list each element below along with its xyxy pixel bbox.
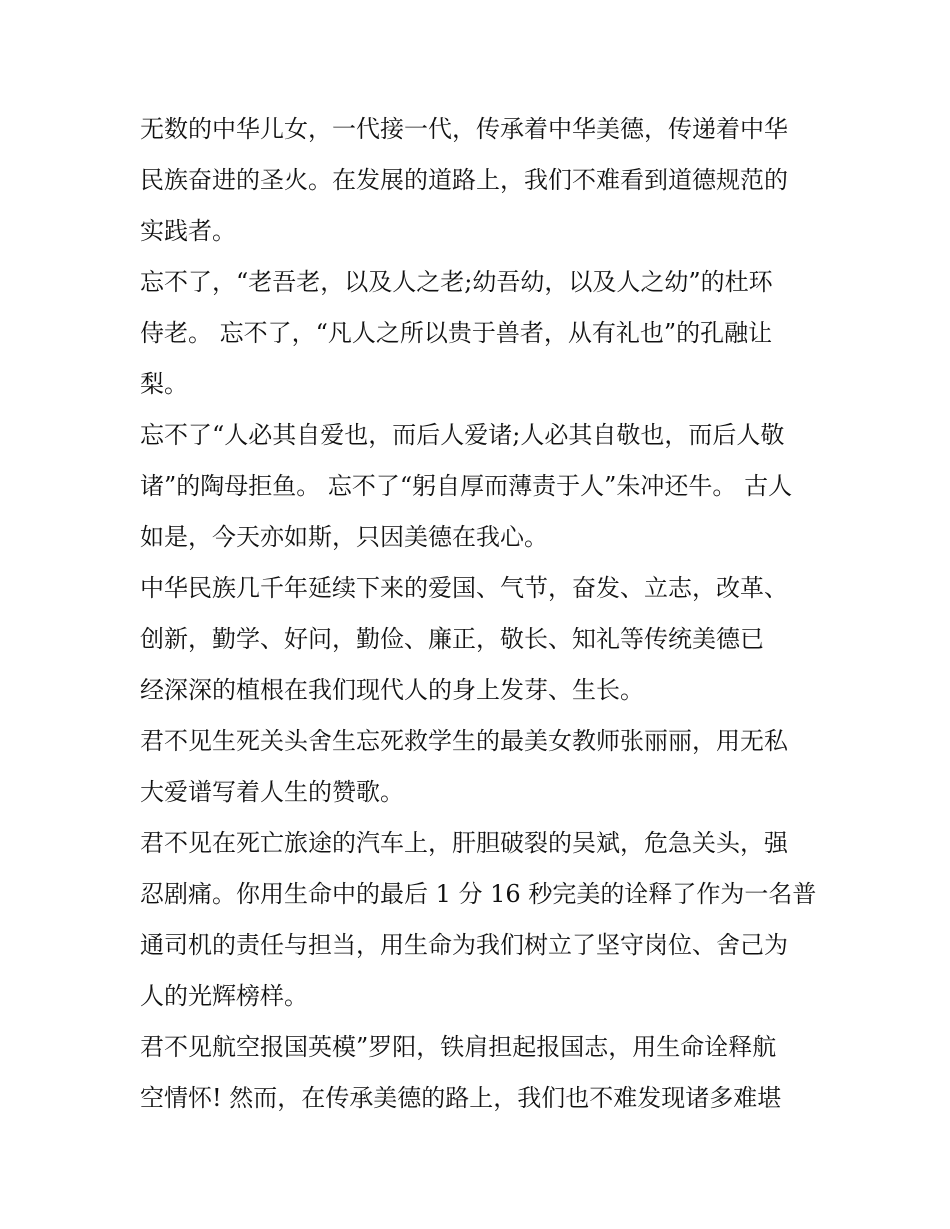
- body-text: [140, 104, 820, 1124]
- text-line: 君不见生死关头舍生忘死救学生的最美女教师张丽丽，用无私: [140, 727, 788, 755]
- paragraph: [140, 104, 820, 257]
- text-line: 人的光辉榜样。: [140, 982, 308, 1010]
- text-line: 忘不了“人必其自爱也，而后人爱诸;人必其自敬也，而后人敬: [140, 421, 785, 449]
- paragraph: [140, 716, 820, 818]
- paragraph: [140, 1022, 820, 1124]
- text-line: 诸”的陶母拒鱼。 忘不了“躬自厚而薄责于人”朱冲还牛。 古人: [140, 472, 793, 500]
- text-line: 民族奋进的圣火。在发展的道路上，我们不难看到道德规范的: [140, 166, 788, 194]
- text-line: 如是，今天亦如斯，只因美德在我心。: [140, 523, 548, 551]
- text-line: 无数的中华儿女，一代接一代，传承着中华美德，传递着中华: [140, 115, 788, 143]
- text-line: 侍老。 忘不了，“凡人之所以贵于兽者，从有礼也”的孔融让: [140, 319, 773, 347]
- text-line: 空情怀! 然而，在传承美德的路上，我们也不难发现诸多难堪: [140, 1084, 782, 1112]
- text-line: 忘不了，“老吾老，以及人之老;幼吾幼，以及人之幼”的杜环: [140, 268, 773, 296]
- text-line: 创新，勤学、好问，勤俭、廉正，敬长、知礼等传统美德已: [140, 625, 764, 653]
- text-line: 中华民族几千年延续下来的爱国、气节，奋发、立志，改革、: [140, 574, 788, 602]
- text-line: 实践者。: [140, 217, 236, 245]
- text-line: 经深深的植根在我们现代人的身上发芽、生长。: [140, 676, 644, 704]
- paragraph: [140, 818, 820, 1022]
- text-line: 忍剧痛。你用生命中的最后 1 分 16 秒完美的诠释了作为一名普: [140, 880, 817, 908]
- paragraph: [140, 257, 820, 410]
- text-line: 君不见航空报国英模”罗阳，铁肩担起报国志，用生命诠释航: [140, 1033, 777, 1061]
- text-line: 君不见在死亡旅途的汽车上，肝胆破裂的吴斌，危急关头，强: [140, 829, 788, 857]
- text-line: 通司机的责任与担当，用生命为我们树立了坚守岗位、舍己为: [140, 931, 788, 959]
- paragraph: [140, 410, 820, 563]
- paragraph: [140, 563, 820, 716]
- text-line: 大爱谱写着人生的赞歌。: [140, 778, 404, 806]
- text-line: 梨。: [140, 370, 188, 398]
